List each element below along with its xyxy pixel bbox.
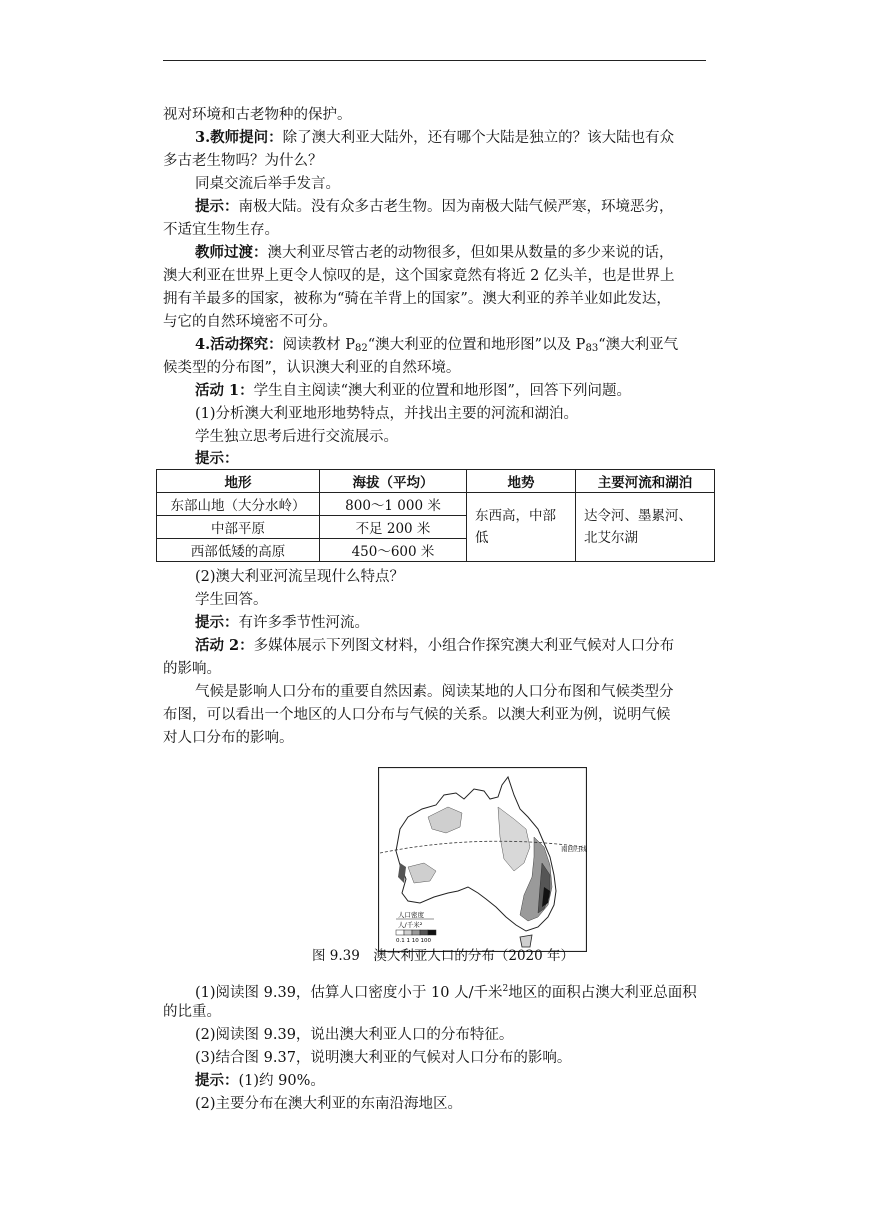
legend-swatch — [420, 930, 428, 935]
population-map — [378, 767, 587, 952]
text-line: 布图，可以看出一个地区的人口分布与气候的关系。以澳大利亚为例，说明气候 — [163, 707, 671, 723]
text-line: 与它的自然环境密不可分。 — [163, 314, 337, 330]
terrain-table — [156, 469, 715, 562]
legend-swatch — [412, 930, 420, 935]
text-line: 学生回答。 — [195, 592, 268, 608]
text-line: 活动 1：学生自主阅读“澳大利亚的位置和地形图”，回答下列问题。 — [195, 382, 631, 399]
header-rule — [163, 60, 706, 61]
table-header: 地势 — [467, 470, 576, 493]
tropic-label: 南回归线 — [561, 845, 587, 853]
text-line: 视对环境和古老物种的保护。 — [163, 107, 352, 123]
text-line: 气候是影响人口分布的重要自然因素。阅读某地的人口分布图和气候类型分 — [195, 684, 674, 700]
text-line: 4.活动探究：阅读教材 $P_{82}“$澳大利亚的位置和地形图”以及 $P_{83}“$澳大利亚气 — [195, 336, 679, 354]
legend-swatch — [396, 930, 404, 935]
text-line: (3)结合图 9.37，说明澳大利亚的气候对人口分布的影响。 — [195, 1050, 572, 1066]
text-line: (2)阅读图 9.39，说出澳大利亚人口的分布特征。 — [195, 1027, 514, 1043]
table-cell: 东部山地（大分水岭） — [157, 493, 320, 516]
table-header: 海拔（平均） — [320, 470, 467, 493]
text-line: 的比重。 — [163, 1004, 221, 1020]
table-cell: 西部低矮的高原 — [157, 539, 320, 562]
text-line: 候类型的分布图”，认识澳大利亚的自然环境。 — [163, 360, 461, 376]
australia-map-graphic — [378, 767, 587, 952]
text-line: 活动 2：多媒体展示下列图文材料，小组合作探究澳大利亚气候对人口分布 — [195, 637, 675, 654]
text-line: (2)主要分布在澳大利亚的东南沿海地区。 — [195, 1096, 463, 1112]
table-cell: 800～1 000 米 — [320, 493, 467, 516]
table-cell: 不足 200 米 — [320, 516, 467, 539]
table-row — [157, 493, 715, 516]
text-line: 澳大利亚在世界上更令人惊叹的是，这个国家竟然有将近 2 亿头羊，也是世界上 — [163, 268, 675, 284]
text-line: 提示： — [195, 450, 239, 467]
text-line: 提示：南极大陆。没有众多古老生物。因为南极大陆气候严寒，环境恶劣， — [195, 198, 674, 215]
table-cell: 达令河、墨累河、 北艾尔湖 — [576, 493, 715, 562]
text-line: (1)阅读图 9.39，估算人口密度小于 10 人/千米$^2$地区的面积占澳大利亚总面积 — [195, 984, 697, 1001]
text-line: 提示：有许多季节性河流。 — [195, 614, 369, 631]
figure-caption: 图 9.39 澳大利亚人口的分布（2020 年） — [312, 948, 574, 964]
table-header: 主要河流和湖泊 — [576, 470, 715, 493]
text-line: 同桌交流后举手发言。 — [195, 176, 340, 192]
legend-unit: 人/千米² — [398, 921, 423, 929]
table-cell: 450～600 米 — [320, 539, 467, 562]
legend-title: 人口密度 — [398, 911, 424, 919]
table-cell: 中部平原 — [157, 516, 320, 539]
legend-swatch — [404, 930, 412, 935]
text-line: (1)分析澳大利亚地形地势特点，并找出主要的河流和湖泊。 — [195, 406, 579, 422]
text-line: (2)澳大利亚河流呈现什么特点？ — [195, 569, 405, 585]
table-header-row — [157, 470, 715, 493]
text-line: 提示：(1)约 90%。 — [195, 1072, 325, 1089]
table-cell: 东西高，中部 低 — [467, 493, 576, 562]
legend-swatch — [428, 930, 436, 935]
text-line: 不适宜生物生存。 — [163, 222, 279, 238]
text-line: 的影响。 — [163, 661, 221, 677]
table-header: 地形 — [157, 470, 320, 493]
text-line: 学生独立思考后进行交流展示。 — [195, 429, 398, 445]
text-line: 3.教师提问：除了澳大利亚大陆外，还有哪个大陆是独立的？该大陆也有众 — [195, 129, 675, 146]
text-line: 教师过渡：澳大利亚尽管古老的动物很多，但如果从数量的多少来说的话， — [195, 244, 674, 261]
text-line: 对人口分布的影响。 — [163, 730, 294, 746]
text-line: 多古老生物吗？为什么？ — [163, 153, 323, 169]
legend-ticks: 0.1 1 10 100 — [396, 938, 431, 944]
text-line: 拥有羊最多的国家，被称为“骑在羊背上的国家”。澳大利亚的养羊业如此发达， — [163, 291, 671, 307]
